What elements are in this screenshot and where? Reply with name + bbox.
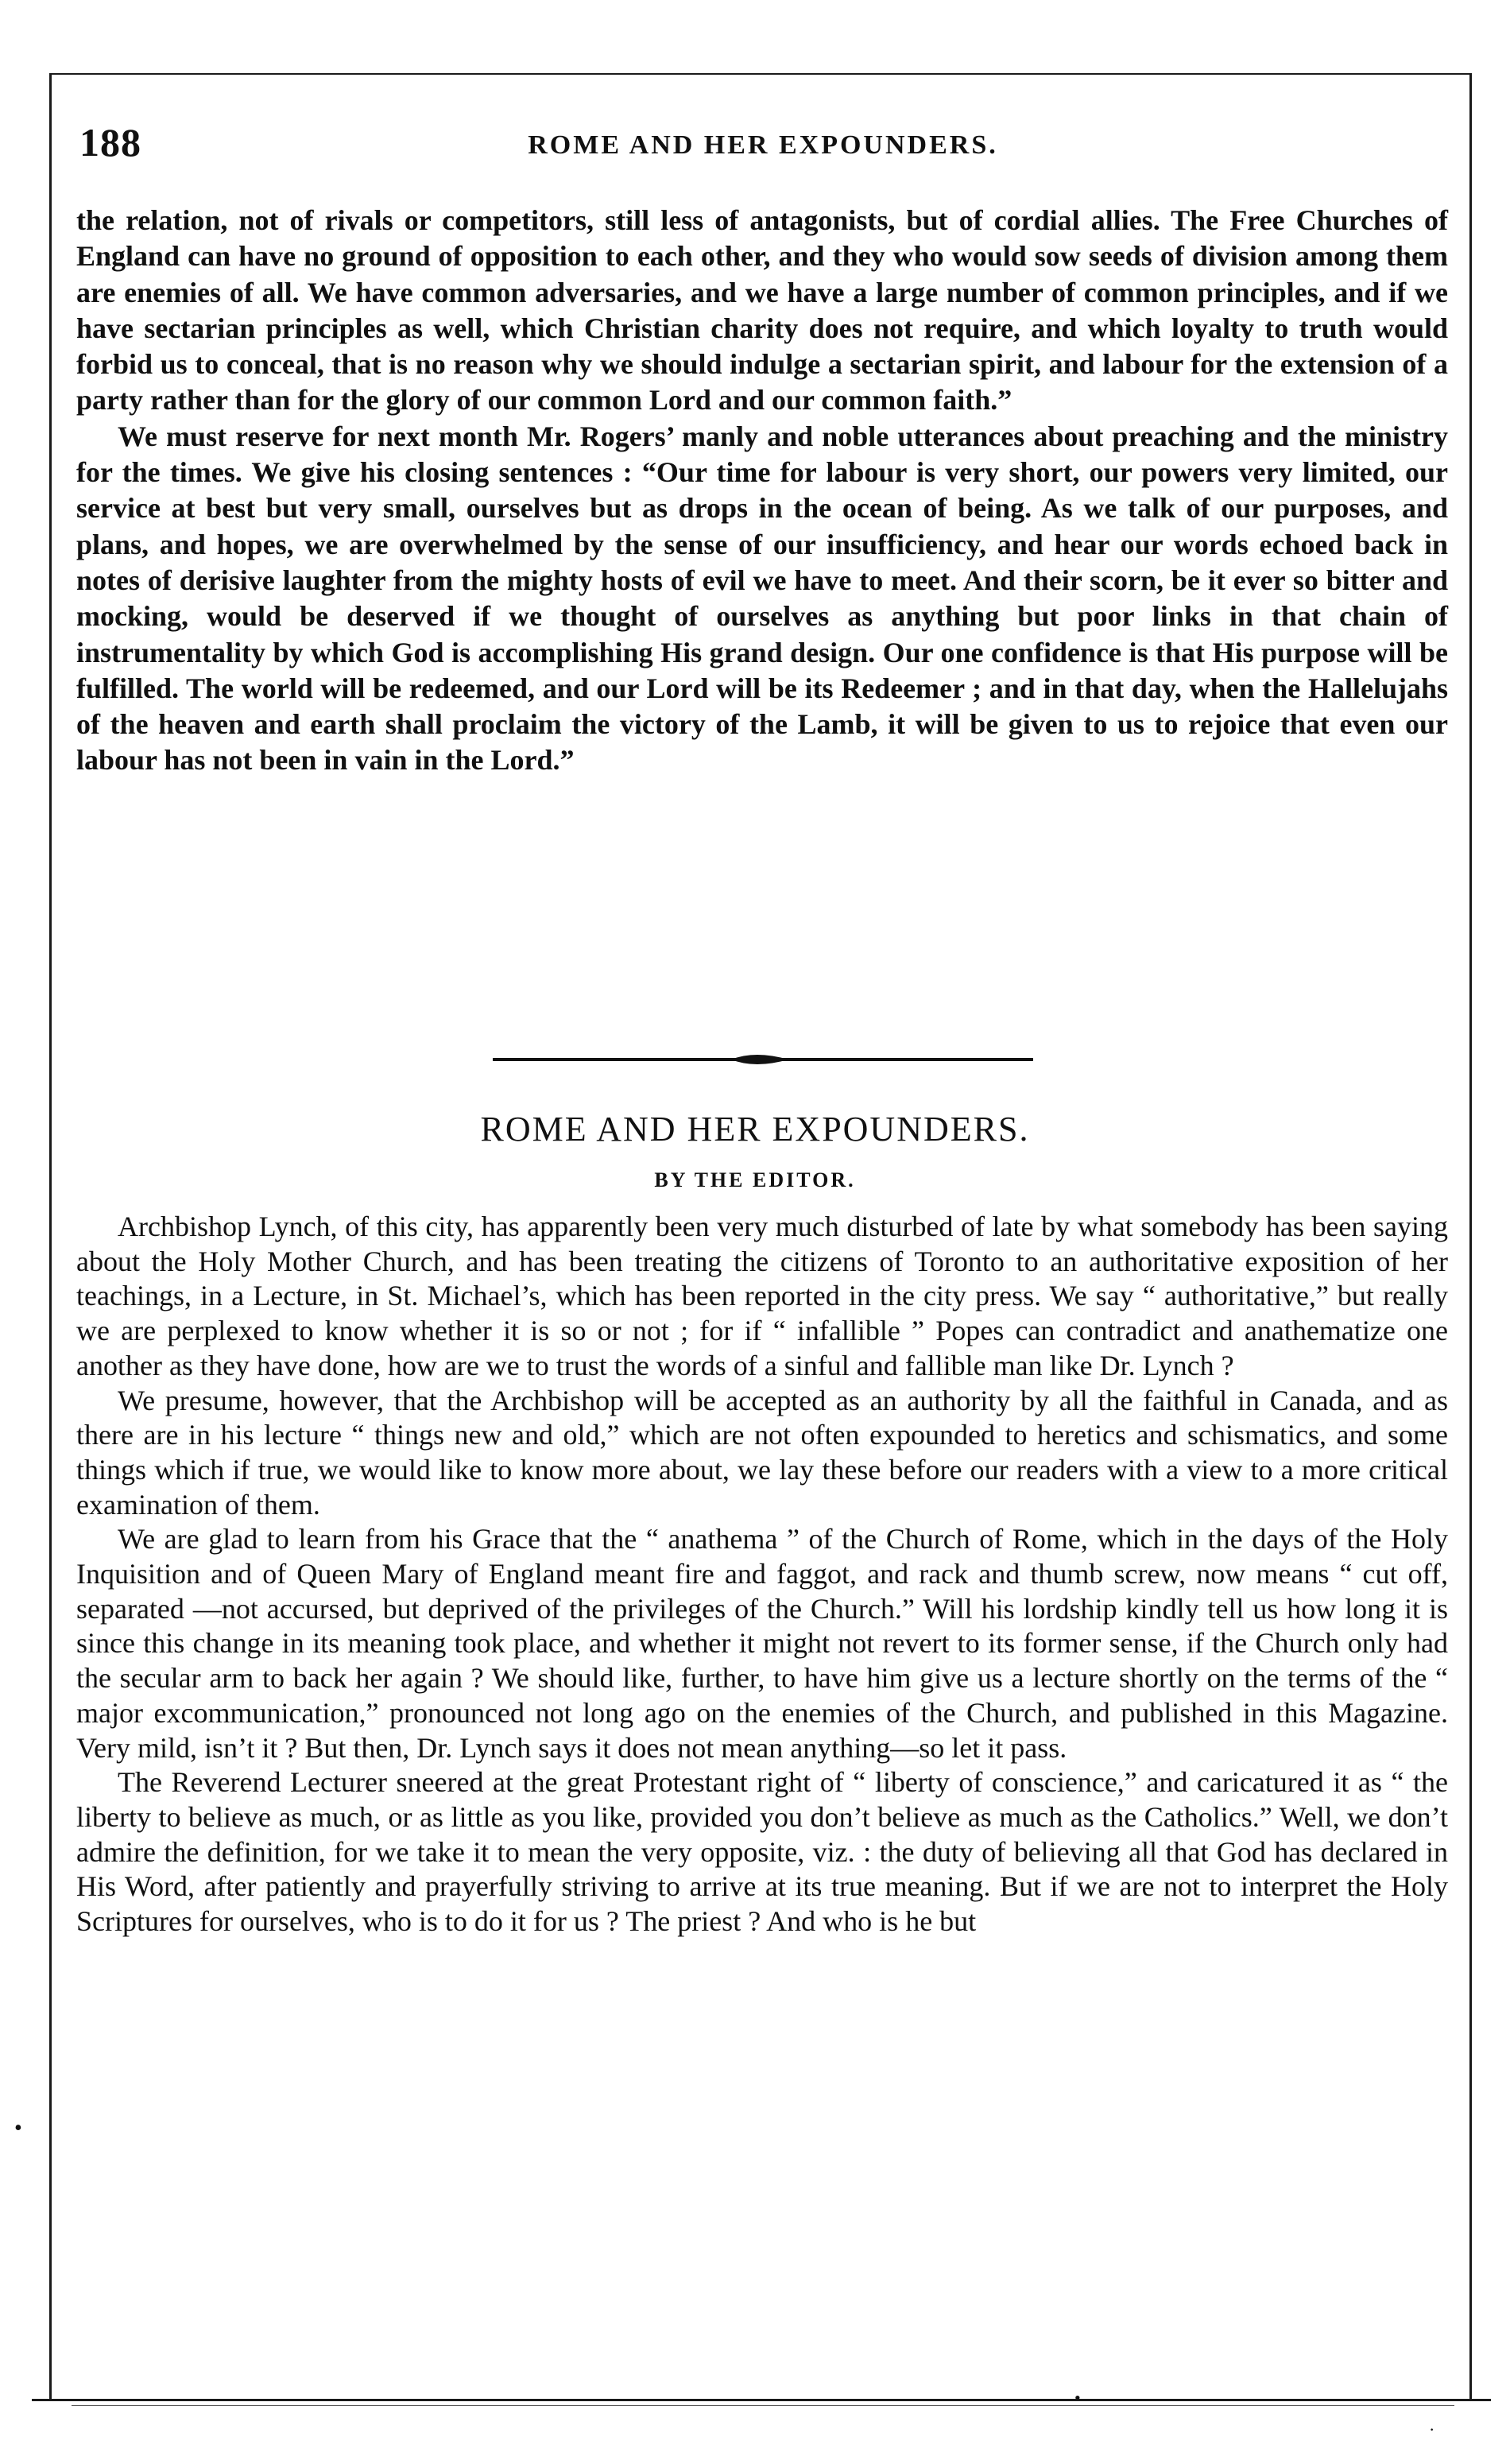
article-byline: BY THE EDITOR. bbox=[654, 1168, 856, 1191]
paragraph: Archbishop Lynch, of this city, has apparently been very much disturbed of late by what somebody has been saying about the Holy Mother Church, and has been treating the citizens of Toronto to an authoritative exposition of her teachings, in a Lecture, in St. Michael’s, which has been reported in the city press. We say “ authoritative,” but really we are perplexed to know whether it is so or not ; for if “ infallible ” Popes can contradict and anathematize one another as they have done, how are we to trust the words of a sinful and fallible man like Dr. Lynch ? bbox=[76, 1211, 1448, 1381]
paragraph: We are glad to learn from his Grace that the “ anathema ” of the Church of Rome, which in the days of the Holy Inquisition and of Queen Mary of England meant fire and faggot, and rack and thumb screw, now means “ cut off, separated —not accursed, but deprived of the privileges of the Church.” Will his lordship kindly tell us how long it is since this change in its meaning took place, and whether it might not revert to its former sense, if the Church only had the secular arm to back her again ? We should like, further, to have him give us a lecture shortly on the terms of the “ major excommunication,” pronounced not long ago on the enemies of the Church, and published in this Magazine. Very mild, isn’t it ? But then, Dr. Lynch says it does not mean anything—so let it pass. bbox=[76, 1523, 1448, 1764]
paragraph: We must reserve for next month Mr. Rogers’ manly and noble utterances about preaching and the ministry for the times. We give his closing sentences : “Our time for labour is very short, our powers very limited, our service at best but very small, ourselves but as drops in the ocean of being. As we talk of our purposes, and plans, and hopes, we are overwhelmed by the sense of our insufficiency, and hear our words echoed back in notes of derisive laughter from the mighty hosts of evil we have to meet. And their scorn, be it ever so bitter and mocking, would be deserved if we thought of ourselves as anything but poor links in that chain of instrumentality by which God is accomplishing His grand design. Our one confidence is that His purpose will be fulfilled. The world will be redeemed, and our Lord will be its Redeemer ; and in that day, when the Hallelujahs of the heaven and earth shall proclaim the victory of the Lamb, it will be given to us to rejoice that even our labour has not been in vain in the Lord.” bbox=[76, 420, 1448, 777]
article-title: ROME AND HER EXPOUNDERS. bbox=[480, 1110, 1030, 1149]
bottom-rule bbox=[32, 2399, 1491, 2401]
paragraph: The Reverend Lecturer sneered at the great Protestant right of “ liberty of conscience,” and caricatured it as “ the liberty to believe as much, or as little as you like, provided you don’t believe as much as the Catholics.” Well, we don’t admire the definition, for we take it to mean the very opposite, viz. : the duty of believing all that God has declared in His Word, after patiently and prayerfully striving to arrive at its true meaning. But if we are not to interpret the Holy Scriptures for ourselves, who is to do it for us ? The priest ? And who is he but bbox=[76, 1766, 1448, 1938]
page-header bbox=[79, 119, 1446, 167]
paragraph: We presume, however, that the Archbishop will be accepted as an authority by all the faithful in Canada, and as there are in his lecture “ things new and old,” which are not often expounded to heretics and schismatics, and some things which if true, we would like to know more about, we lay these before our readers with a view to a more critical examination of them. bbox=[76, 1384, 1448, 1521]
margin-mark: • bbox=[14, 2116, 22, 2141]
footer-mark: • bbox=[1074, 2388, 1081, 2408]
continued-text bbox=[76, 203, 1448, 779]
bottom-rule-thin bbox=[72, 2405, 1454, 2406]
section-divider-ornament bbox=[493, 1048, 1033, 1071]
paragraph: the relation, not of rivals or competitors, still less of antagonists, but of cordial allies. The Free Churches of England can have no ground of opposition to each other, and they who would sow seeds of division among them are enemies of all. We have common adversaries, and we have a large number of common principles, and if we have sectarian principles as well, which Christian charity does not require, and which loyalty to truth would forbid us to conceal, that is no reason why we should indulge a sectarian spirit, and labour for the extension of a party rather than for the glory of our common Lord and our common faith.” bbox=[76, 204, 1448, 416]
page-number: 188 bbox=[79, 120, 141, 165]
article-body bbox=[76, 1210, 1448, 1939]
running-head: ROME AND HER EXPOUNDERS. bbox=[528, 130, 998, 160]
corner-mark: · bbox=[1429, 2419, 1435, 2439]
